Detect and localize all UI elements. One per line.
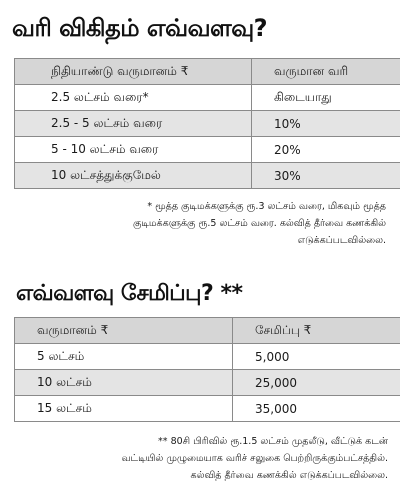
savings-table	[14, 317, 400, 422]
savings-cell: 25,000	[233, 370, 400, 396]
tax-rate-cell: கிடையாது	[252, 85, 400, 111]
table-header-row	[15, 59, 400, 85]
income-slab-cell: 10 லட்சத்துக்குமேல்	[15, 163, 252, 189]
tax-rate-title: வரி விகிதம் எவ்வளவு?	[12, 14, 268, 42]
column-header-savings: சேமிப்பு ₹	[233, 318, 400, 344]
savings-cell: 5,000	[233, 344, 400, 370]
column-header-income: வருமானம் ₹	[15, 318, 233, 344]
income-slab-cell: 5 - 10 லட்சம் வரை	[15, 137, 252, 163]
table-row	[15, 163, 400, 189]
tax-rate-table	[14, 58, 400, 189]
footnote-line: * மூத்த குடிமக்களுக்கு ரூ.3 லட்சம் வரை, மிகவும் மூத்த	[147, 201, 386, 212]
column-header-tax: வருமான வரி	[252, 59, 400, 85]
table-row	[15, 344, 400, 370]
income-cell: 15 லட்சம்	[15, 396, 233, 422]
table-row	[15, 85, 400, 111]
table-row	[15, 370, 400, 396]
footnote-line: குடிமக்களுக்கு ரூ.5 லட்சம் வரை. கல்வித் தீர்வை கணக்கில்	[132, 218, 386, 229]
footnote-line: வட்டியில் முழுமையாக வரிச் சலுகை பெற்றிருக்கும்பட்சத்தில்.	[121, 453, 388, 464]
savings-footnote	[13, 433, 388, 484]
footnote-line: கல்வித் தீர்வை கணக்கில் எடுக்கப்படவில்லை.	[190, 470, 388, 481]
table-header-row	[15, 318, 400, 344]
tax-rate-cell: 30%	[252, 163, 400, 189]
footnote-line: எடுக்கப்படவில்லை.	[297, 235, 386, 246]
savings-title: எவ்வளவு சேமிப்பு? **	[16, 281, 243, 306]
table-row	[15, 396, 400, 422]
table-row	[15, 137, 400, 163]
column-header-income: நிதியாண்டு வருமானம் ₹	[15, 59, 252, 85]
footnote-line: ** 80சி பிரிவில் ரூ.1.5 லட்சம் முதலீடு, வீட்டுக் கடன்	[158, 436, 388, 447]
savings-cell: 35,000	[233, 396, 400, 422]
income-cell: 5 லட்சம்	[15, 344, 233, 370]
table-row	[15, 111, 400, 137]
income-cell: 10 லட்சம்	[15, 370, 233, 396]
tax-footnote	[26, 198, 386, 249]
income-slab-cell: 2.5 லட்சம் வரை*	[15, 85, 252, 111]
income-slab-cell: 2.5 - 5 லட்சம் வரை	[15, 111, 252, 137]
tax-rate-cell: 20%	[252, 137, 400, 163]
tax-rate-cell: 10%	[252, 111, 400, 137]
